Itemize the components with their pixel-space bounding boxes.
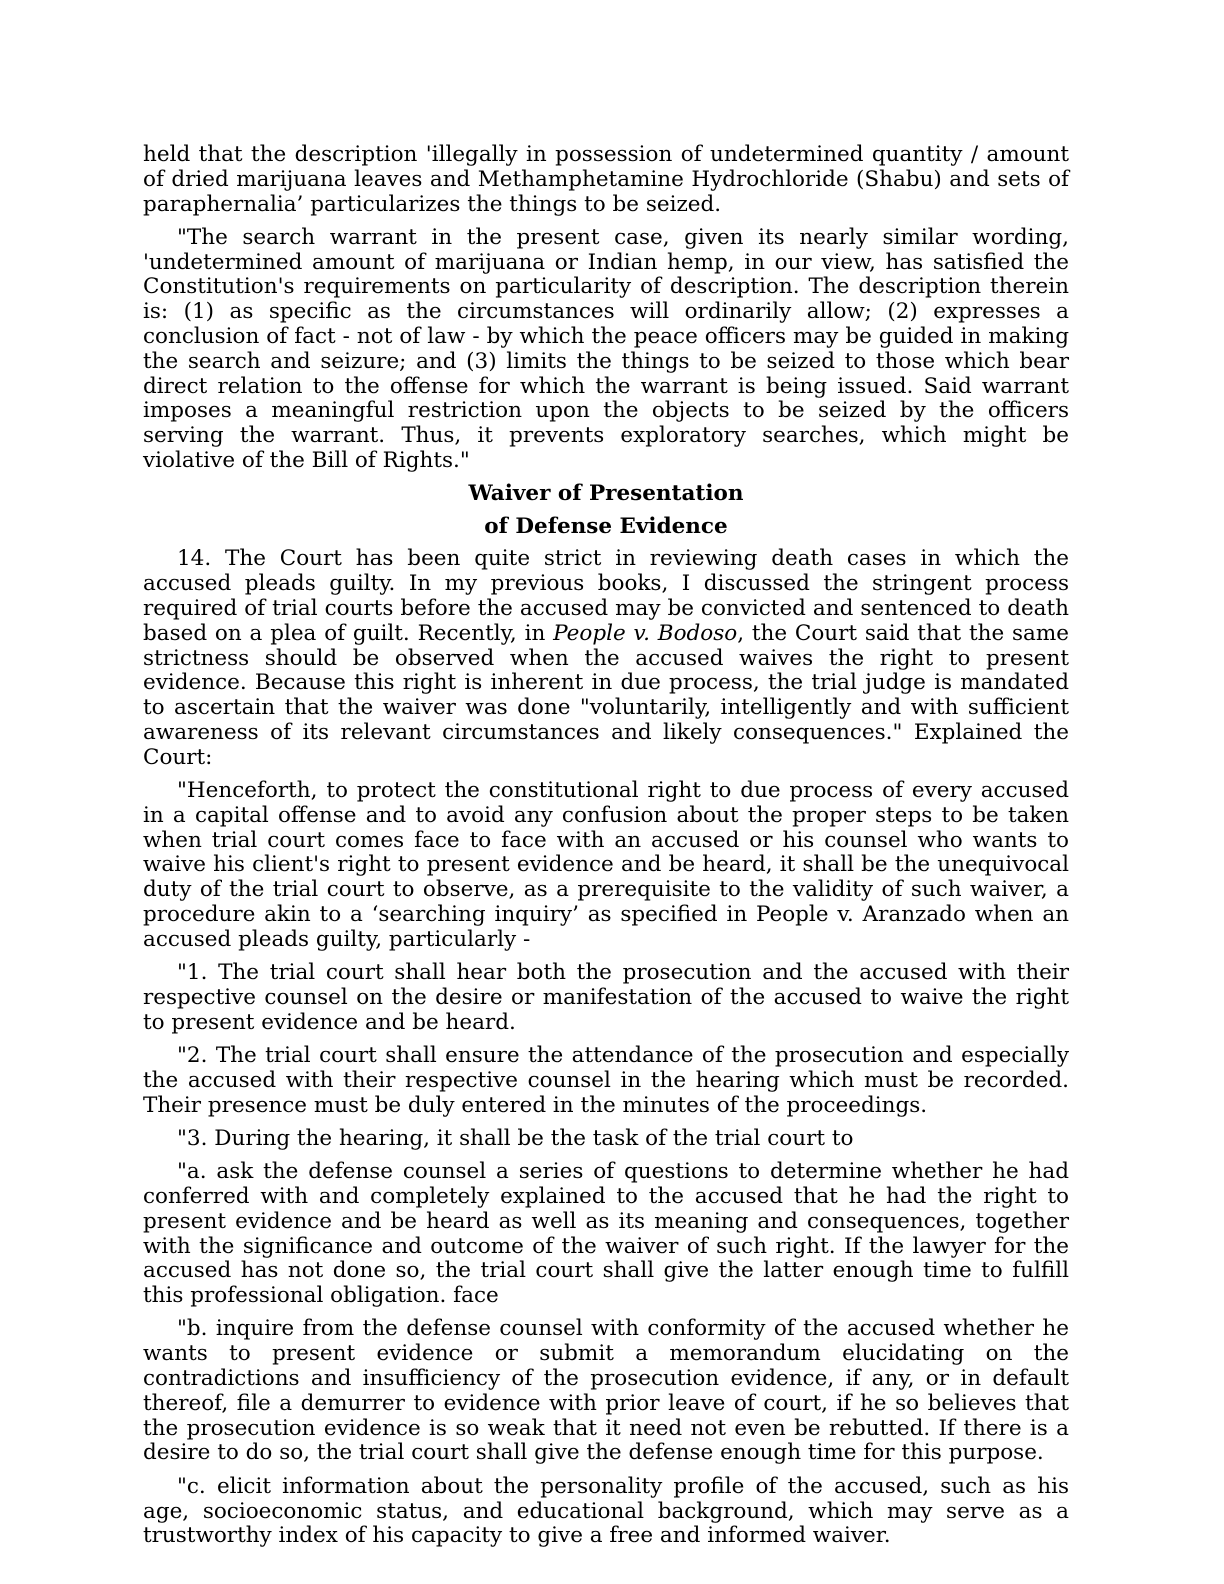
paragraph-continuation: held that the description 'illegally in possession of undetermined quantity / amount of dried marijuana leaves and Methamphetamine Hydrochloride (Shabu) and sets of paraphernalia’ particularizes the things to be seized. bbox=[143, 142, 1069, 217]
section-heading-line-1: Waiver of Presentation bbox=[468, 481, 744, 507]
list-item-1: "1. The trial court shall hear both the prosecution and the accused with their respective counsel on the desire or manifestation of the accused to waive the right to present evidence and be heard. bbox=[143, 960, 1069, 1035]
list-item-3b: "b. inquire from the defense counsel with conformity of the accused whether he wants to present evidence or submit a memorandum elucidating on the contradictions and insufficiency of the prosecution evidence, if any, or in default thereof, file a demurrer to evidence with prior leave of court, if he so believes that the prosecution evidence is so weak that it need not even be rebutted. If there is a desire to do so, the trial court shall give the defense enough time for this purpose. bbox=[143, 1316, 1069, 1466]
quoted-paragraph-search-warrant: "The search warrant in the present case, given its nearly similar wording, 'undetermined amount of marijuana or Indian hemp, in our view, has satisfied the Constitution's requirements on particularity of description. The description therein is: (1) as specific as the circumstances will ordinarily allow; (2) expresses a conclusion of fact - not of law - by which the peace officers may be guided in making the search and seizure; and (3) limits the things to be seized to those which bear direct relation to the offense for which the warrant is being issued. Said warrant imposes a meaningful restriction upon the objects to be seized by the officers serving the warrant. Thus, it prevents exploratory searches, which might be violative of the Bill of Rights." bbox=[143, 224, 1069, 474]
list-item-3c: "c. elicit information about the personality profile of the accused, such as his age, socioeconomic status, and educational background, which may serve as a trustworthy index of his capacity to give a free and informed waiver. bbox=[143, 1473, 1069, 1549]
paragraph-14 bbox=[143, 547, 1069, 770]
quoted-paragraph-henceforth: "Henceforth, to protect the constitutional right to due process of every accused in a capital offense and to avoid any confusion about the proper steps to be taken when trial court comes face to face with an accused or his counsel who wants to waive his client's right to present evidence and be heard, it shall be the unequivocal duty of the trial court to observe, as a prerequisite to the validity of such waiver, a procedure akin to a ‘searching inquiry’ as specified in People v. Aranzado when an accused pleads guilty, particularly - bbox=[143, 778, 1069, 952]
section-heading-line-2: of Defense Evidence bbox=[484, 513, 728, 539]
list-item-3a: "a. ask the defense counsel a series of questions to determine whether he had conferred with and completely explained to the accused that he had the right to present evidence and be heard as well as its meaning and consequences, together with the significance and outcome of the waiver of such right. If the lawyer for the accused has not done so, the trial court shall give the latter enough time to fulfill this professional obligation. face bbox=[143, 1159, 1069, 1309]
list-item-3: "3. During the hearing, it shall be the task of the trial court to bbox=[177, 1125, 854, 1151]
paragraph-14-text-a: 14. The Court has been quite strict in reviewing death cases in which the accused pleads guilty. In my previous books, I discussed the stringent process required of trial courts before the accused may be convicted and sentenced to death based on a plea of guilt. Recently, in bbox=[143, 546, 1069, 646]
paragraph-14-text-b: , the Court said that the same strictness should be observed when the accused waives the right to present evidence. Because this right is inherent in due process, the trial judge is mandated to ascertain that the waiver was done "voluntarily, intelligently and with sufficient awareness of its relevant circumstances and likely consequences." Explained the Court: bbox=[143, 620, 1069, 770]
list-item-2: "2. The trial court shall ensure the attendance of the prosecution and especially the accused with their respective counsel in the hearing which must be recorded. Their presence must be duly entered in the minutes of the proceedings. bbox=[143, 1043, 1069, 1118]
case-name-italic: People v. Bodoso bbox=[553, 620, 738, 646]
document-page bbox=[143, 143, 1069, 1558]
